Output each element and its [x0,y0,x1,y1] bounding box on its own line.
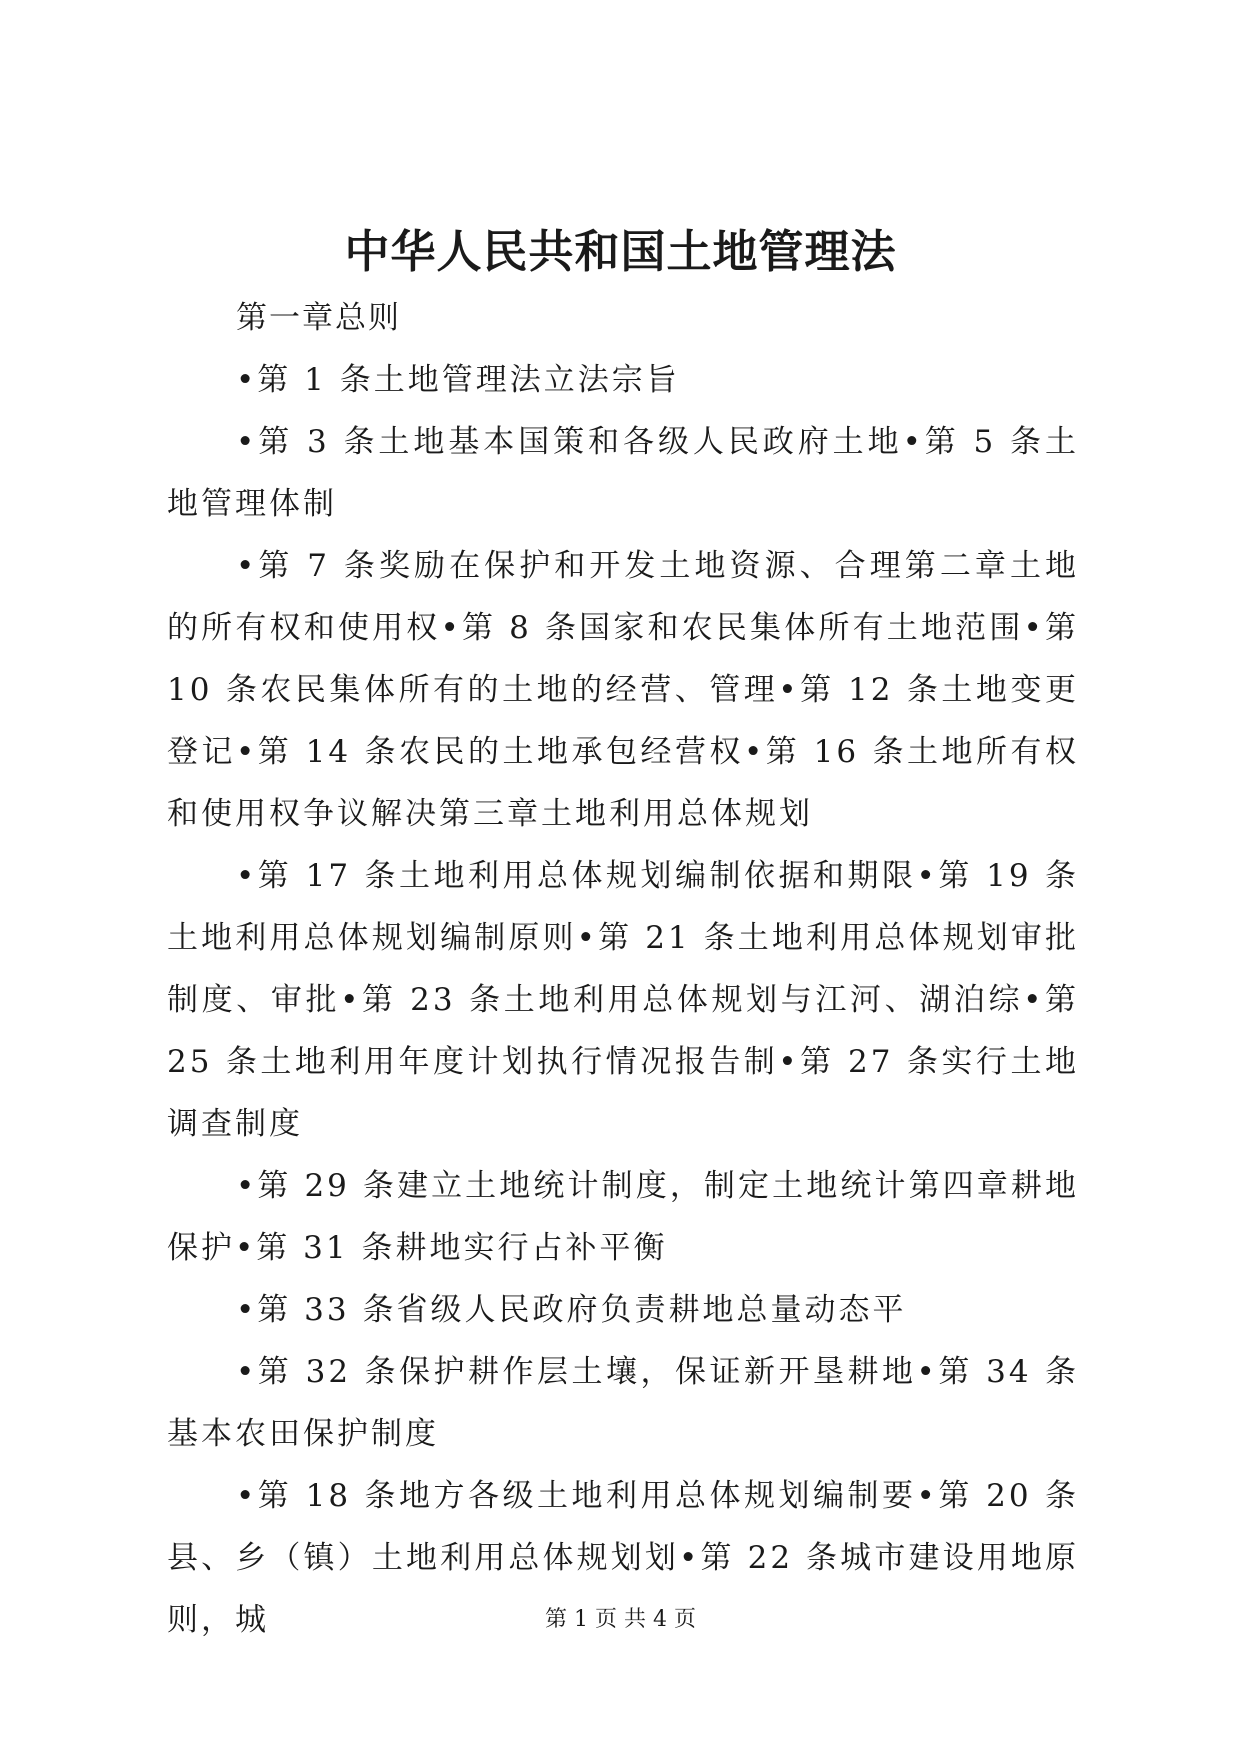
paragraph: •第 33 条省级人民政府负责耕地总量动态平 [236,1292,907,1328]
paragraph: •第 1 条土地管理法立法宗旨 [236,362,680,398]
paragraph: •第 3 条土地基本国策和各级人民政府土地•第 5 条土地管理体制 [167,424,1079,522]
paragraph: •第 18 条地方各级土地利用总体规划编制要•第 20 条县、乡（镇）土地利用总体规划划•第 22 条城市建设用地原则，城 [167,1478,1079,1638]
document-title: 中华人民共和国土地管理法 [344,225,897,278]
paragraph-chapter-1: 第一章总则 [236,300,401,336]
page-number-footer: 第 1 页 共 4 页 [545,1607,696,1632]
paragraph: •第 29 条建立土地统计制度，制定土地统计第四章耕地保护•第 31 条耕地实行占补平衡 [167,1168,1079,1266]
paragraph: •第 32 条保护耕作层土壤，保证新开垦耕地•第 34 条基本农田保护制度 [167,1354,1079,1452]
paragraph: •第 7 条奖励在保护和开发土地资源、合理第二章土地的所有权和使用权•第 8 条国家和农民集体所有土地范围•第 10 条农民集体所有的土地的经营、管理•第 12 条土地变更登记•第 14 条农民的土地承包经营权•第 16 条土地所有权和使用权争议解决第三章土地利用总体规划 [167,548,1079,832]
document-body [167,287,1079,1651]
paragraph: •第 17 条土地利用总体规划编制依据和期限•第 19 条土地利用总体规划编制原则•第 21 条土地利用总体规划审批制度、审批•第 23 条土地利用总体规划与江河、湖泊综•第 25 条土地利用年度计划执行情况报告制•第 27 条实行土地调查制度 [167,858,1079,1142]
